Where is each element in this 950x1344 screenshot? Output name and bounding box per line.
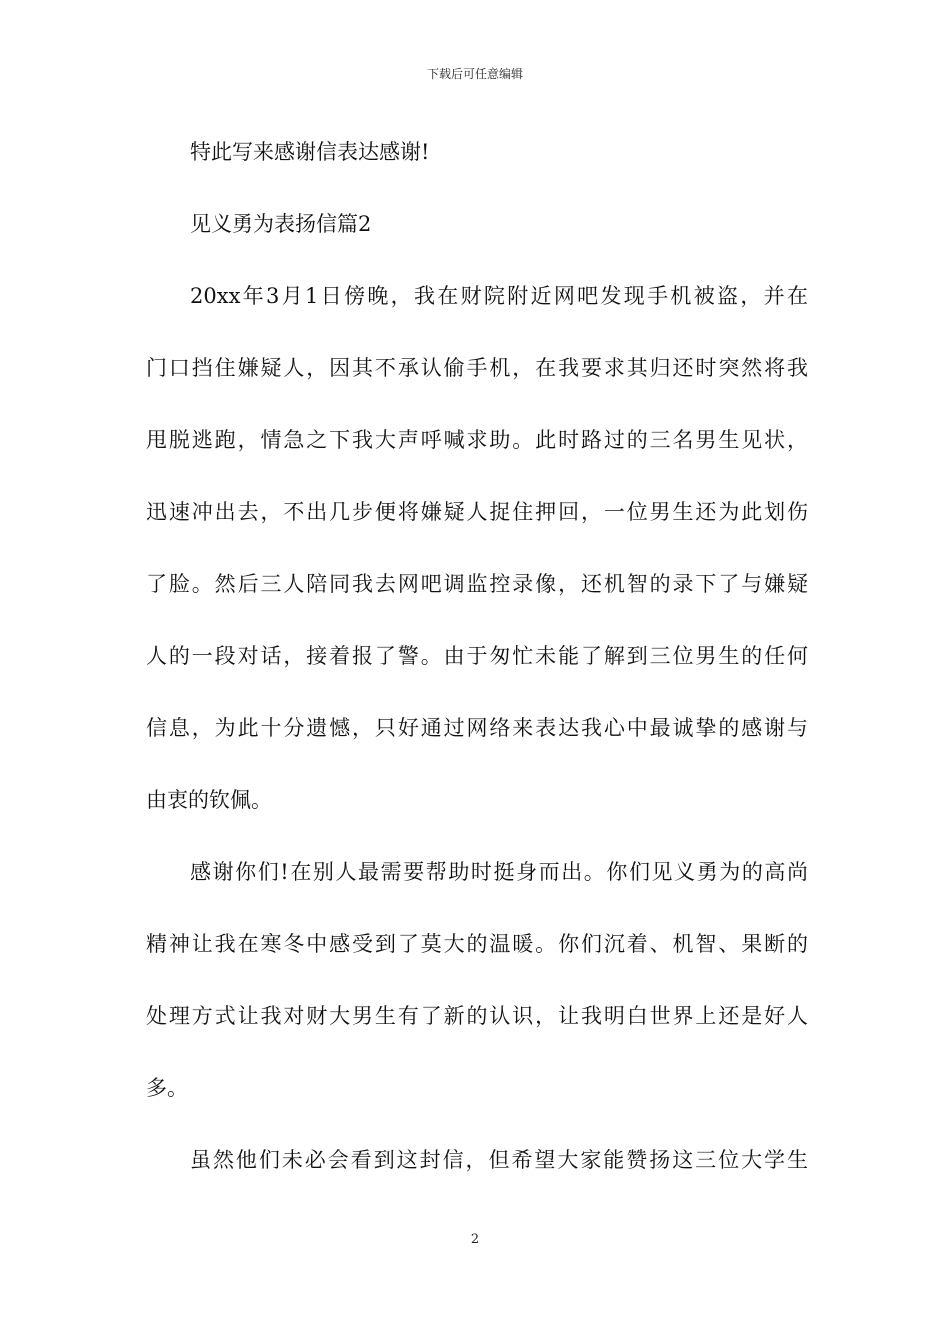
text-line: 处理方式让我对财大男生有了新的认识，让我明白世界上还是好人 [146, 1004, 808, 1028]
text-line: 见义勇为表扬信篇2 [190, 212, 372, 236]
page-header: 下载后可任意编辑 [426, 67, 523, 81]
text-line: 特此写来感谢信表达感谢! [190, 140, 430, 164]
document-body [146, 128, 808, 1208]
text-line: 门口挡住嫌疑人，因其不承认偷手机，在我要求其归还时突然将我 [146, 356, 808, 380]
text-line: 迅速冲出去，不出几步便将嫌疑人捉住押回，一位男生还为此划伤 [146, 500, 808, 524]
text-line: 感谢你们!在别人最需要帮助时挺身而出。你们见义勇为的高尚 [190, 860, 808, 884]
text-line: 甩脱逃跑，情急之下我大声呼喊求助。此时路过的三名男生见状， [146, 428, 808, 452]
text-line: 了脸。然后三人陪同我去网吧调监控录像，还机智的录下了与嫌疑 [146, 572, 808, 596]
text-line: 20xx年3月1日傍晚，我在财院附近网吧发现手机被盗，并在 [190, 284, 808, 308]
text-line: 由衷的钦佩。 [146, 788, 272, 812]
text-line: 多。 [146, 1076, 188, 1100]
text-line: 精神让我在寒冬中感受到了莫大的温暖。你们沉着、机智、果断的 [146, 932, 808, 956]
page-number: 2 [470, 1232, 480, 1247]
text-line: 人的一段对话，接着报了警。由于匆忙未能了解到三位男生的任何 [146, 644, 808, 668]
text-line: 信息，为此十分遗憾，只好通过网络来表达我心中最诚挚的感谢与 [146, 716, 808, 740]
text-line: 虽然他们未必会看到这封信，但希望大家能赞扬这三位大学生 [190, 1148, 808, 1172]
